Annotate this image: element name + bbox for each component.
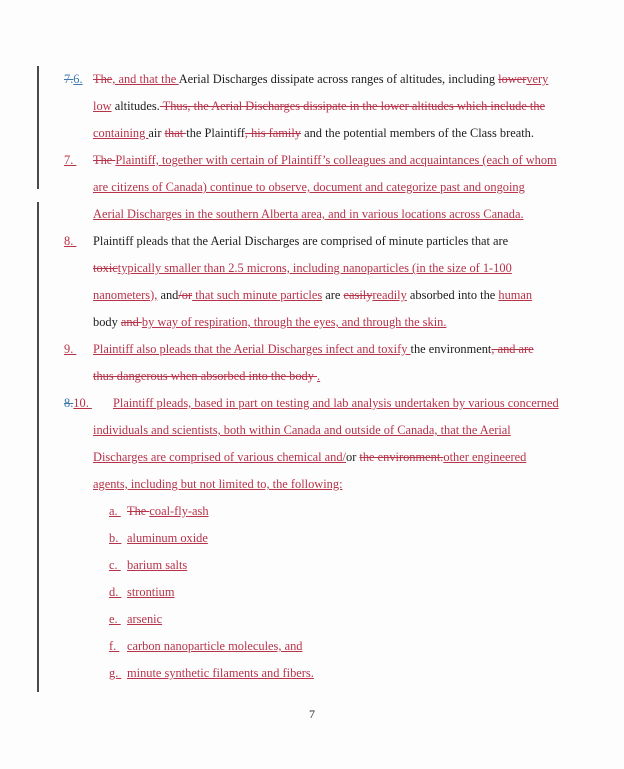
deleted-text-run: thus dangerous when absorbed into the body	[93, 369, 318, 383]
unchanged-text-run: are	[322, 288, 344, 302]
document-line	[0, 552, 624, 579]
inserted-text-run: arsenic	[127, 612, 163, 626]
inserted-text-run: Discharges are comprised of various chemical and/	[93, 450, 346, 464]
list-number	[109, 579, 121, 606]
page-number: 7	[309, 707, 315, 721]
inserted-text-run: barium salts	[127, 558, 188, 572]
change-bar	[37, 202, 39, 692]
inserted-text-run: c.	[109, 558, 121, 572]
document-line	[0, 390, 624, 417]
inserted-text-run: human	[498, 288, 533, 302]
unchanged-text-run: body	[93, 315, 121, 329]
document-line	[0, 417, 624, 444]
unchanged-text-run: the Plaintiff	[186, 126, 245, 140]
document-line	[0, 147, 624, 174]
inserted-text-run: f.	[109, 639, 120, 653]
deleted-text-run: and	[120, 315, 142, 329]
document-line	[0, 579, 624, 606]
inserted-text-run: minute synthetic filaments and fibers.	[127, 666, 314, 680]
unchanged-text-run: altitudes.	[111, 99, 160, 113]
deleted-text-run: The	[127, 504, 150, 518]
list-number	[109, 498, 121, 525]
unchanged-text-run: Plaintiff pleads that the Aerial Discharges are comprised of minute particles that are	[93, 234, 509, 248]
document-line	[0, 66, 624, 93]
inserted-text-run: by way of respiration, through the eyes, and through the skin.	[141, 315, 447, 329]
inserted-text-run: agents, including but not limited to, the following:	[93, 477, 343, 491]
inserted-text-run: 9.	[64, 342, 77, 356]
inserted-number-run: 6.	[73, 72, 83, 86]
list-number	[109, 525, 121, 552]
deleted-text-run: , his family	[244, 126, 301, 140]
deleted-text-run: easily	[343, 288, 373, 302]
inserted-text-run: e.	[109, 612, 121, 626]
document-line	[0, 201, 624, 228]
inserted-text-run: that such minute particles	[192, 288, 323, 302]
inserted-text-run: 10.	[73, 396, 92, 410]
inserted-text-run: typically smaller than 2.5 microns, including nanoparticles (in the size of 1-100	[117, 261, 512, 275]
document-line	[0, 174, 624, 201]
unchanged-text-run: and	[157, 288, 179, 302]
inserted-text-run: containing	[93, 126, 149, 140]
document-line	[0, 498, 624, 525]
deleted-number-run: 8.	[64, 396, 74, 410]
inserted-text-run: , and that the	[112, 72, 179, 86]
inserted-text-run: nanometers),	[93, 288, 158, 302]
document-line	[0, 660, 624, 687]
inserted-text-run: d.	[109, 585, 122, 599]
inserted-text-run: individuals and scientists, both within Canada and outside of Canada, that the Aerial	[93, 423, 511, 437]
inserted-text-run: low	[93, 99, 112, 113]
inserted-text-run: b.	[109, 531, 122, 545]
document-line	[0, 525, 624, 552]
inserted-text-run: carbon nanoparticle molecules, and	[127, 639, 303, 653]
document-line	[0, 228, 624, 255]
document-line	[0, 282, 624, 309]
inserted-text-run: readily	[372, 288, 407, 302]
inserted-text-run: 8.	[64, 234, 77, 248]
unchanged-text-run: Aerial Discharges dissipate across ranges of altitudes, including	[178, 72, 499, 86]
list-number	[64, 390, 92, 417]
deleted-text-run: The	[93, 72, 113, 86]
inserted-text-run: other engineered	[443, 450, 527, 464]
inserted-text-run: Plaintiff, together with certain of Plaintiff’s colleagues and acquaintances (each of whom	[115, 153, 557, 167]
unchanged-text-run: the environment	[410, 342, 492, 356]
deleted-text-run: lower	[498, 72, 527, 86]
unchanged-text-run: and the potential members of the Class breath.	[301, 126, 534, 140]
inserted-text-run: g.	[109, 666, 122, 680]
document-line	[0, 120, 624, 147]
document-line	[0, 309, 624, 336]
deleted-number-run: 7.	[64, 72, 74, 86]
unchanged-text-run: absorbed into the	[406, 288, 499, 302]
inserted-text-run: very	[526, 72, 549, 86]
list-number	[109, 660, 121, 687]
document-line	[0, 606, 624, 633]
list-number	[64, 336, 76, 363]
document-body	[0, 66, 624, 687]
list-number	[64, 147, 76, 174]
deleted-text-run: toxic	[93, 261, 118, 275]
deleted-text-run: Thus, the Aerial Discharges dissipate in the lower altitudes which include the	[159, 99, 546, 113]
deleted-text-run: , and are	[491, 342, 534, 356]
inserted-text-run: Plaintiff pleads, based in part on testing and lab analysis undertaken by various concerned	[113, 396, 559, 410]
inserted-text-run: Plaintiff also pleads that the Aerial Discharges infect and toxify	[93, 342, 411, 356]
list-number	[109, 633, 119, 660]
document-line	[0, 363, 624, 390]
document-line	[0, 471, 624, 498]
inserted-text-run: a.	[109, 504, 121, 518]
document-line	[0, 93, 624, 120]
inserted-text-run: Aerial Discharges in the southern Alberta area, and in various locations across Canada.	[93, 207, 524, 221]
deleted-text-run: The	[93, 153, 116, 167]
document-line	[0, 255, 624, 282]
deleted-text-run: that	[164, 126, 187, 140]
list-number	[109, 552, 121, 579]
inserted-text-run: are citizens of Canada) continue to observe, document and categorize past and ongoing	[93, 180, 525, 194]
inserted-text-run: coal-fly-ash	[149, 504, 209, 518]
inserted-text-run: strontium	[127, 585, 175, 599]
list-number	[64, 66, 83, 93]
inserted-text-run: .	[317, 369, 321, 383]
deleted-text-run: the environment.	[359, 450, 444, 464]
deleted-text-run: /or	[178, 288, 193, 302]
list-number	[109, 606, 121, 633]
unchanged-text-run: air	[148, 126, 165, 140]
change-bar	[37, 66, 39, 189]
inserted-text-run: 7.	[64, 153, 77, 167]
document-line	[0, 633, 624, 660]
document-line	[0, 444, 624, 471]
unchanged-text-run: or	[346, 450, 360, 464]
list-number	[64, 228, 76, 255]
inserted-text-run: aluminum oxide	[127, 531, 208, 545]
document-line	[0, 336, 624, 363]
